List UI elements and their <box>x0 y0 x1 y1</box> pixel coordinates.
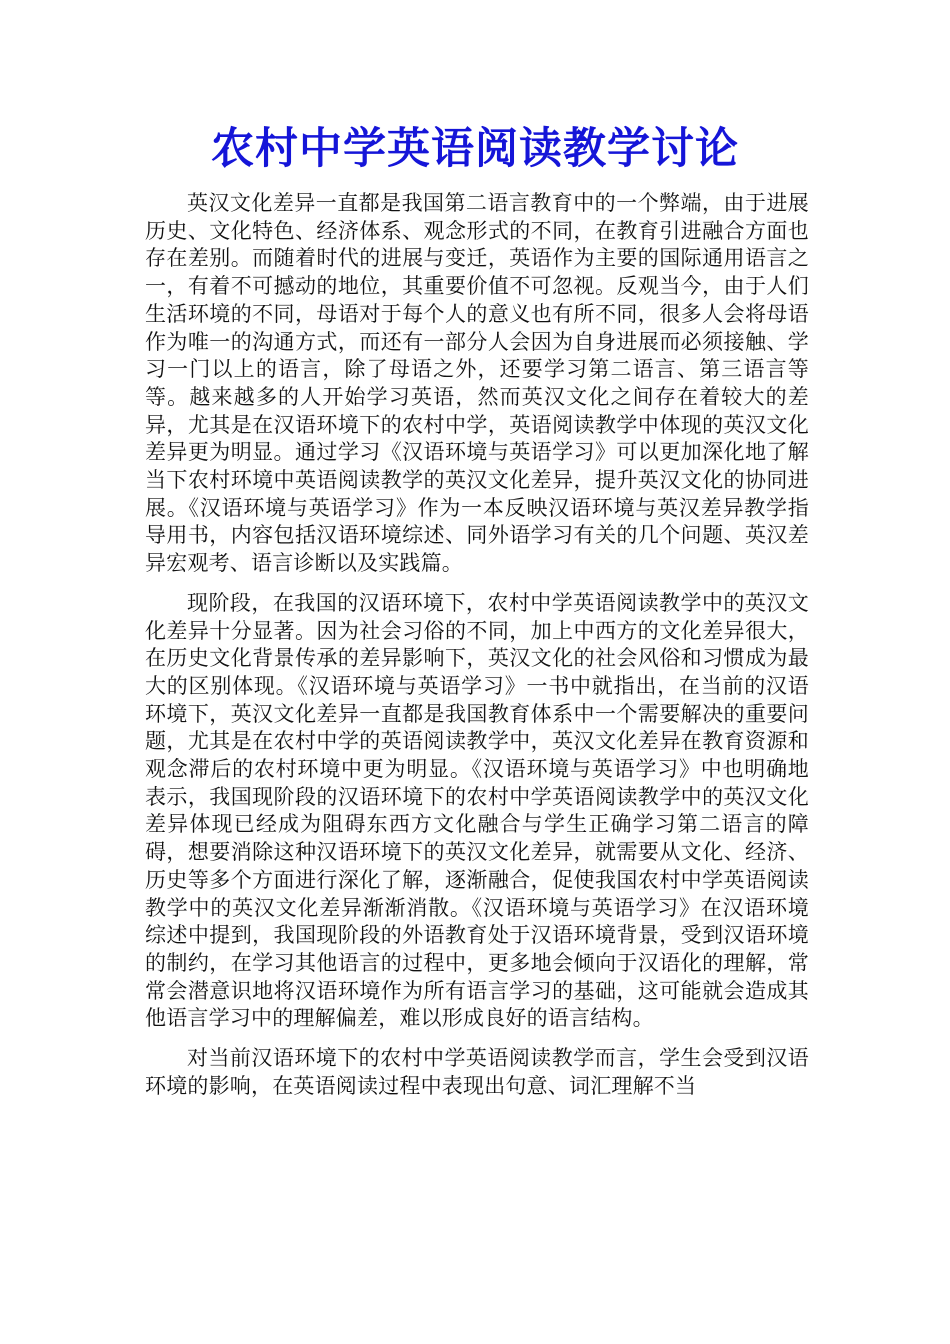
paragraph-3: 对当前汉语环境下的农村中学英语阅读教学而言，学生会受到汉语环境的影响，在英语阅读过程中表现出句意、词汇理解不当 <box>145 1046 809 1098</box>
document-body <box>145 190 809 1113</box>
document-title: 农村中学英语阅读教学讨论 <box>211 124 739 174</box>
paragraph-1: 英汉文化差异一直都是我国第二语言教育中的一个弊端，由于进展历史、文化特色、经济体系、观念形式的不同，在教育引进融合方面也存在差别。而随着时代的进展与变迁，英语作为主要的国际通用语言之一，有着不可撼动的地位，其重要价值不可忽视。反观当今，由于人们生活环境的不同，母语对于每个人的意义也有所不同，很多人会将母语作为唯一的沟通方式，而还有一部分人会因为自身进展而必须接触、学习一门以上的语言，除了母语之外，还要学习第二语言、第三语言等等。越来越多的人开始学习英语，然而英汉文化之间存在着较大的差异，尤其是在汉语环境下的农村中学，英语阅读教学中体现的英汉文化差异更为明显。通过学习《汉语环境与英语学习》可以更加深化地了解当下农村环境中英语阅读教学的英汉文化差异，提升英汉文化的协同进展。《汉语环境与英语学习》作为一本反映汉语环境与英汉差异教学指导用书，内容包括汉语环境综述、同外语学习有关的几个问题、英汉差异宏观考、语言诊断以及实践篇。 <box>145 191 809 576</box>
paragraph-2: 现阶段，在我国的汉语环境下，农村中学英语阅读教学中的英汉文化差异十分显著。因为社会习俗的不同，加上中西方的文化差异很大，在历史文化背景传承的差异影响下，英汉文化的社会风俗和习惯成为最大的区别体现。《汉语环境与英语学习》一书中就指出，在当前的汉语环境下，英汉文化差异一直都是我国教育体系中一个需要解决的重要问题，尤其是在农村中学的英语阅读教学中，英汉文化差异在教育资源和观念滞后的农村环境中更为明显。《汉语环境与英语学习》中也明确地表示，我国现阶段的汉语环境下的农村中学英语阅读教学中的英汉文化差异体现已经成为阻碍东西方文化融合与学生正确学习第二语言的障碍，想要消除这种汉语环境下的英汉文化差异，就需要从文化、经济、历史等多个方面进行深化了解，逐渐融合，促使我国农村中学英语阅读教学中的英汉文化差异渐渐消散。《汉语环境与英语学习》在汉语环境综述中提到，我国现阶段的外语教育处于汉语环境背景，受到汉语环境的制约，在学习其他语言的过程中，更多地会倾向于汉语化的理解，常常会潜意识地将汉语环境作为所有语言学习的基础，这可能就会造成其他语言学习中的理解偏差，难以形成良好的语言结构。 <box>145 590 809 1031</box>
